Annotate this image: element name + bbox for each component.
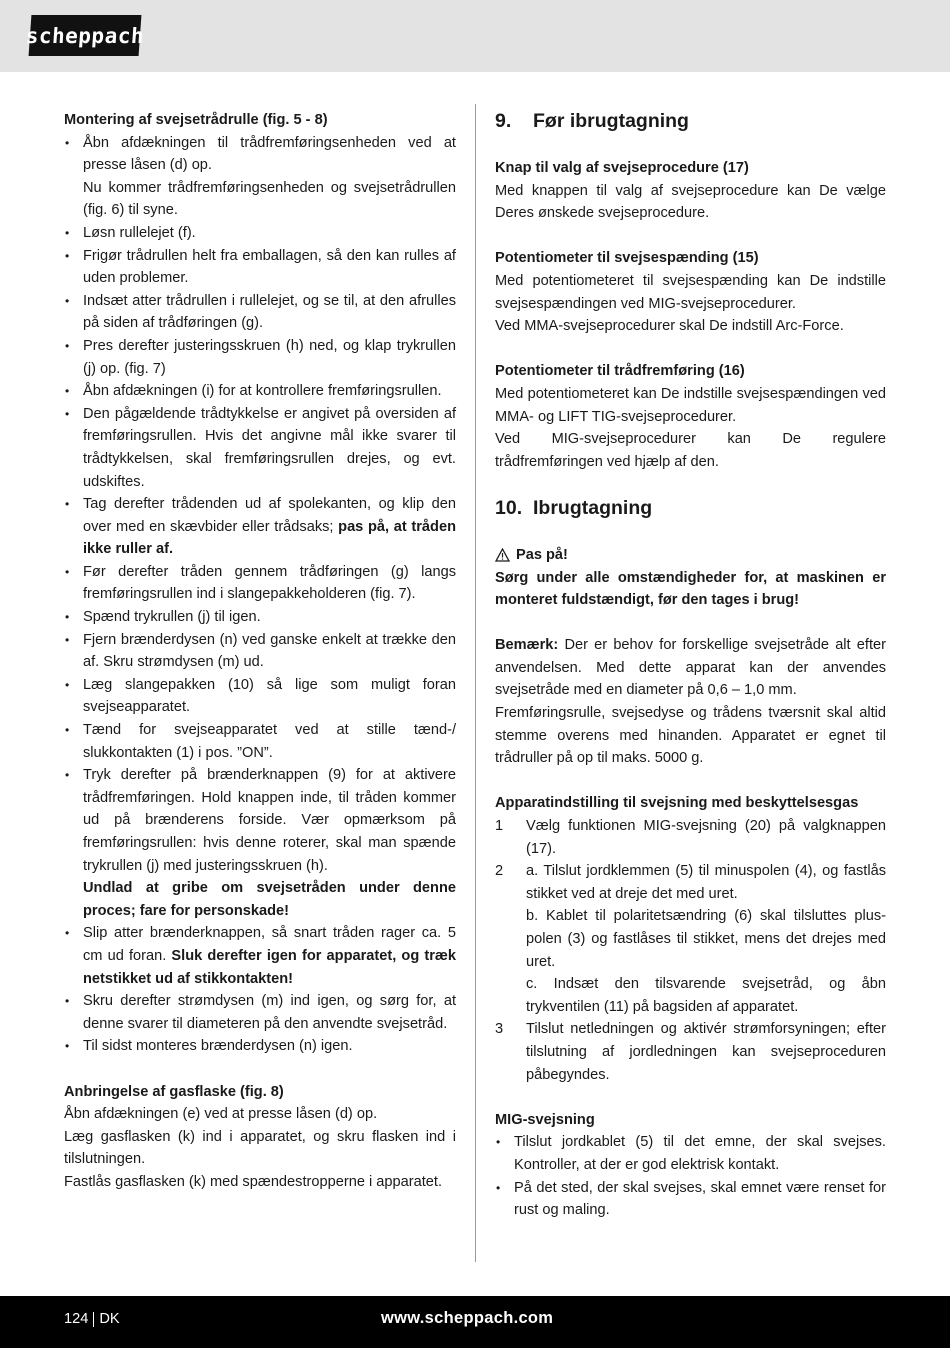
mount-bullets-c bbox=[64, 922, 456, 1058]
heading-mig: MIG-svejsning bbox=[495, 1111, 595, 1128]
list-item: • Åbn afdækningen til trådfremføringsenheden ved at presse låsen (d) op. bbox=[64, 132, 456, 177]
heading-gas-bottle: Anbringelse af gasflaske (fig. 8) bbox=[64, 1083, 284, 1100]
list-item: • Åbn afdækningen (i) for at kontrollere fremføringsrullen. bbox=[64, 380, 456, 403]
setup-steps-cont bbox=[495, 1018, 886, 1086]
list-item: • Fjern brænderdysen (n) ved ganske enkelt at trække den af. Skru strømdysen (m) ud. bbox=[64, 629, 456, 674]
gas-paragraph: Læg gasflasken (k) ind i apparatet, og skru flasken ind i tilslutningen. bbox=[64, 1128, 456, 1168]
column-divider bbox=[475, 104, 476, 1262]
list-item: • Pres derefter justeringsskruen (h) ned, og klap trykrullen (j) op. (fig. 7) bbox=[64, 335, 456, 380]
note-text: Der er behov for forskellige svejsetråde alt efter anvendelsen. Med dette apparat kan der anvendes svejsetråde med en diameter på 0,6 – 1,0 mm. bbox=[495, 637, 886, 699]
list-item: • Løsn rullelejet (f). bbox=[64, 222, 456, 245]
step-number: 2 bbox=[495, 863, 504, 880]
list-item: • Frigør trådrullen helt fra emballagen, så den kan rulles af uden problemer. bbox=[64, 245, 456, 290]
gas-paragraph: Fastlås gasflasken (k) med spændestropperne i apparatet. bbox=[64, 1173, 443, 1190]
section-number: 10. bbox=[495, 496, 523, 519]
heading-voltage-potentiometer: Potentiometer til svejsespænding (15) bbox=[495, 250, 759, 267]
list-item bbox=[64, 493, 456, 561]
heading-wire-mounting: Montering af svejsetrådrulle (fig. 5 - 8) bbox=[64, 112, 328, 128]
heading-text: Apparatindstilling til svejsning med beskyttelsesgas bbox=[495, 795, 859, 812]
step-number: 3 bbox=[495, 1021, 504, 1038]
heading-procedure-button: Knap til valg af svejseprocedure (17) bbox=[495, 160, 749, 176]
note-paragraph: Fremføringsrulle, svejsedyse og trådens tværsnit skal altid stemme overens med hinanden. Apparatet er egnet til trådruller på op til maks. 5000 g. bbox=[495, 705, 886, 767]
list-item: • Tilslut jordkablet (5) til det emne, der skal svejses. Kontroller, at der er god elektrisk kontakt. bbox=[495, 1131, 886, 1176]
paragraph: Med potentiometeret til svejsespænding kan De indstille svejsespændingen ved MIG-svejseprocedurer. bbox=[495, 272, 886, 312]
heading-gas-setup bbox=[495, 792, 886, 815]
list-item-continuation: Nu kommer trådfremføringsenheden og svejsetrådrullen (fig. 6) til syne. bbox=[83, 179, 456, 219]
step-text: Vælg funktionen MIG-svejsning (20) på valgknappen (17). bbox=[526, 818, 886, 857]
heading-feed-potentiometer: Potentiometer til trådfremføring (16) bbox=[495, 363, 745, 380]
list-item: • Spænd trykrullen (j) til igen. bbox=[64, 606, 456, 629]
note-paragraph bbox=[495, 634, 886, 702]
list-item-text: Slip atter brænderknappen, så snart tråden rager ca. 5 cm ud foran. bbox=[83, 925, 456, 964]
list-item: • På det sted, der skal svejses, skal emnet være renset for rust og maling. bbox=[495, 1177, 886, 1222]
list-item: • Tryk derefter på brænderknappen (9) for at aktivere trådfremføringen. Hold knappen inde, til tråden kommer ud på brænderens forside. Vær opmærksom på fremføringsrullen: hvis denne roterer, skal man spænde trykrullen (j) med justeringsskruen (h). bbox=[64, 764, 456, 877]
paragraph: Med potentiometeret kan De indstille svejsespændingen ved MMA- og LIFT TIG-svejseprocedurer. bbox=[495, 385, 886, 425]
gas-paragraph: Åbn afdækningen (e) ved at presse låsen (d) op. bbox=[64, 1106, 378, 1123]
paragraph: Ved MIG-svejseprocedurer kan De regulere trådfremføringen ved hjælp af den. bbox=[495, 431, 886, 470]
section-title: Før ibrugtagning bbox=[533, 110, 689, 132]
list-item: • Den pågældende trådtykkelse er angivet på oversiden af fremføringsrullen. Hvis det angivne mål ikke svarer til trådtykkelsen, skal fremføringsrullen drejes, og evt. udskiftes. bbox=[64, 403, 456, 493]
warning-triangle-icon bbox=[495, 548, 510, 562]
warning-text: Sørg under alle omstændigheder for, at maskinen er monteret fuldstændigt, før den tages i brug! bbox=[495, 569, 886, 609]
setup-steps bbox=[495, 815, 886, 905]
step-item bbox=[495, 815, 886, 860]
list-item bbox=[64, 922, 456, 990]
footer-bar bbox=[0, 1296, 950, 1348]
header-bar bbox=[0, 0, 950, 72]
step-substep: b. Kablet til polaritetsændring (6) skal tilsluttes plus-polen (3) og fastlåses til stikket, mens det drejes med uret. bbox=[526, 908, 886, 970]
warning-title: Pas på! bbox=[516, 546, 568, 563]
left-column bbox=[64, 109, 456, 1194]
list-item: • Tænd for svejseapparatet ved at stille tænd-/ slukkontakten (1) i pos. ”ON”. bbox=[64, 719, 456, 764]
injury-warning: Undlad at gribe om svejsetråden under denne proces; fare for personskade! bbox=[83, 880, 456, 919]
paragraph: Med knappen til valg af svejseprocedure kan De vælge Deres ønskede svejseprocedure. bbox=[495, 182, 886, 222]
list-item-warning: pas på, at tråden ikke ruller af. bbox=[83, 518, 456, 558]
step-substep: c. Indsæt den tilsvarende svejsetråd, og åbn trykventilen (11) på bagsiden af apparatet. bbox=[526, 976, 886, 1015]
website-link[interactable]: www.scheppach.com bbox=[381, 1309, 554, 1327]
mount-bullets-b bbox=[64, 222, 456, 877]
mig-bullets bbox=[495, 1131, 886, 1221]
list-item: • Til sidst monteres brænderdysen (n) igen. bbox=[64, 1035, 456, 1058]
step-item bbox=[495, 860, 886, 905]
brand-logo: scheppach bbox=[29, 15, 142, 56]
list-item-warning: Sluk derefter igen for apparatet, og træk netstikket ud af stikkontakten! bbox=[83, 947, 457, 987]
list-item: • Læg slangepakken (10) så lige som muligt foran svejseapparatet. bbox=[64, 674, 456, 719]
mount-bullets-a bbox=[64, 132, 456, 177]
section-number: 9. bbox=[495, 110, 512, 132]
page-indicator bbox=[64, 1311, 120, 1327]
separator bbox=[93, 1312, 94, 1327]
section-title: Ibrugtagning bbox=[533, 496, 653, 519]
list-item-text: Tag derefter trådenden ud af spolekanten, og klip den over med en skævbider eller trådsaks; bbox=[83, 496, 456, 535]
page-number: 124 bbox=[64, 1311, 89, 1327]
language-code: DK bbox=[99, 1311, 120, 1327]
step-text: Tilslut netledningen og aktivér strømforsyningen; efter tilslutning af jordledningen kan svejseproceduren påbegyndes. bbox=[526, 1021, 886, 1083]
step-text: a. Tilslut jordklemmen (5) til minuspolen (4), og fastlås stikket ved at dreje det med uret. bbox=[526, 863, 886, 902]
step-number: 1 bbox=[495, 818, 504, 835]
right-column bbox=[495, 109, 886, 1222]
list-item: • Skru derefter strømdysen (m) ind igen, og sørg for, at denne svarer til diameteren på den anvendte svejsetråd. bbox=[64, 990, 456, 1035]
list-item: • Indsæt atter trådrullen i rullelejet, og se til, at den afrulles på siden af trådføringen (g). bbox=[64, 290, 456, 335]
paragraph: Ved MMA-svejseprocedurer skal De indstill Arc-Force. bbox=[495, 318, 844, 335]
warning-heading bbox=[495, 544, 886, 567]
list-item: • Før derefter tråden gennem trådføringen (g) langs fremføringsrullen ind i slangepakkeholderen (fig. 7). bbox=[64, 561, 456, 606]
section-heading-10 bbox=[495, 496, 886, 520]
note-label: Bemærk: bbox=[495, 637, 559, 654]
section-heading-9 bbox=[495, 109, 886, 133]
step-item bbox=[495, 1018, 886, 1086]
